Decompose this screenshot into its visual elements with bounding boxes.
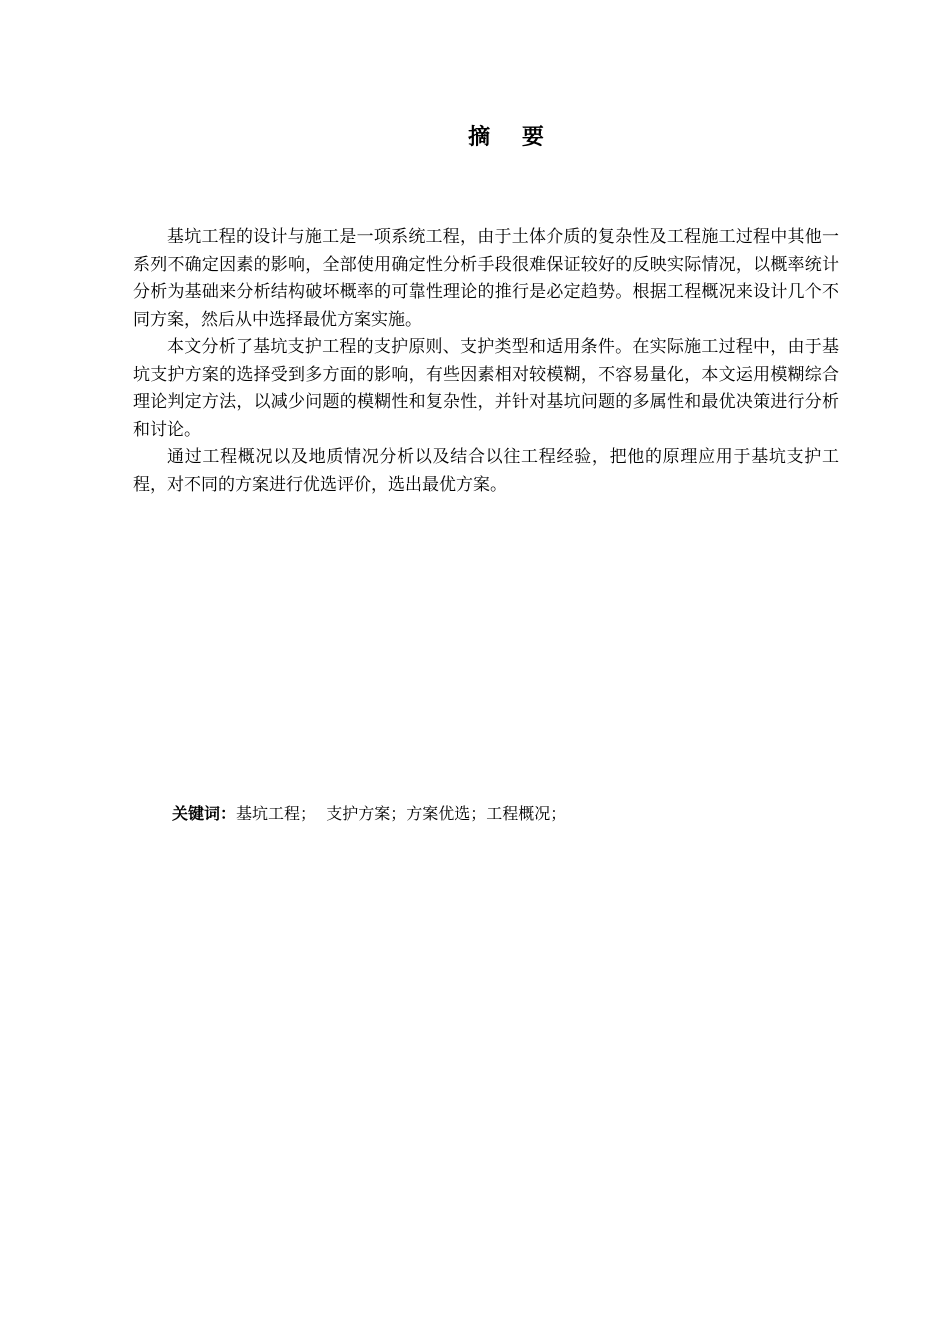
keywords-line xyxy=(172,800,832,828)
abstract-title: 摘 要 xyxy=(468,125,556,150)
abstract-body xyxy=(133,224,839,499)
abstract-paragraph-1: 基坑工程的设计与施工是一项系统工程，由于土体介质的复杂性及工程施工过程中其他一系列不确定因素的影响，全部使用确定性分析手段很难保证较好的反映实际情况，以概率统计分析为基础来分析结构破坏概率的可靠性理论的推行是必定趋势。根据工程概况来设计几个不同方案，然后从中选择最优方案实施。 xyxy=(133,227,839,330)
abstract-paragraph-2: 本文分析了基坑支护工程的支护原则、支护类型和适用条件。在实际施工过程中，由于基坑支护方案的选择受到多方面的影响，有些因素相对较模糊，不容易量化，本文运用模糊综合理论判定方法，以减少问题的模糊性和复杂性，并针对基坑问题的多属性和最优决策进行分析和讨论。 xyxy=(133,337,839,440)
keywords-text: 基坑工程； 支护方案；方案优选；工程概况； xyxy=(236,804,567,823)
abstract-paragraph-3: 通过工程概况以及地质情况分析以及结合以往工程经验，把他的原理应用于基坑支护工程，对不同的方案进行优选评价，选出最优方案。 xyxy=(133,447,839,495)
keywords-label: 关键词： xyxy=(172,804,237,823)
